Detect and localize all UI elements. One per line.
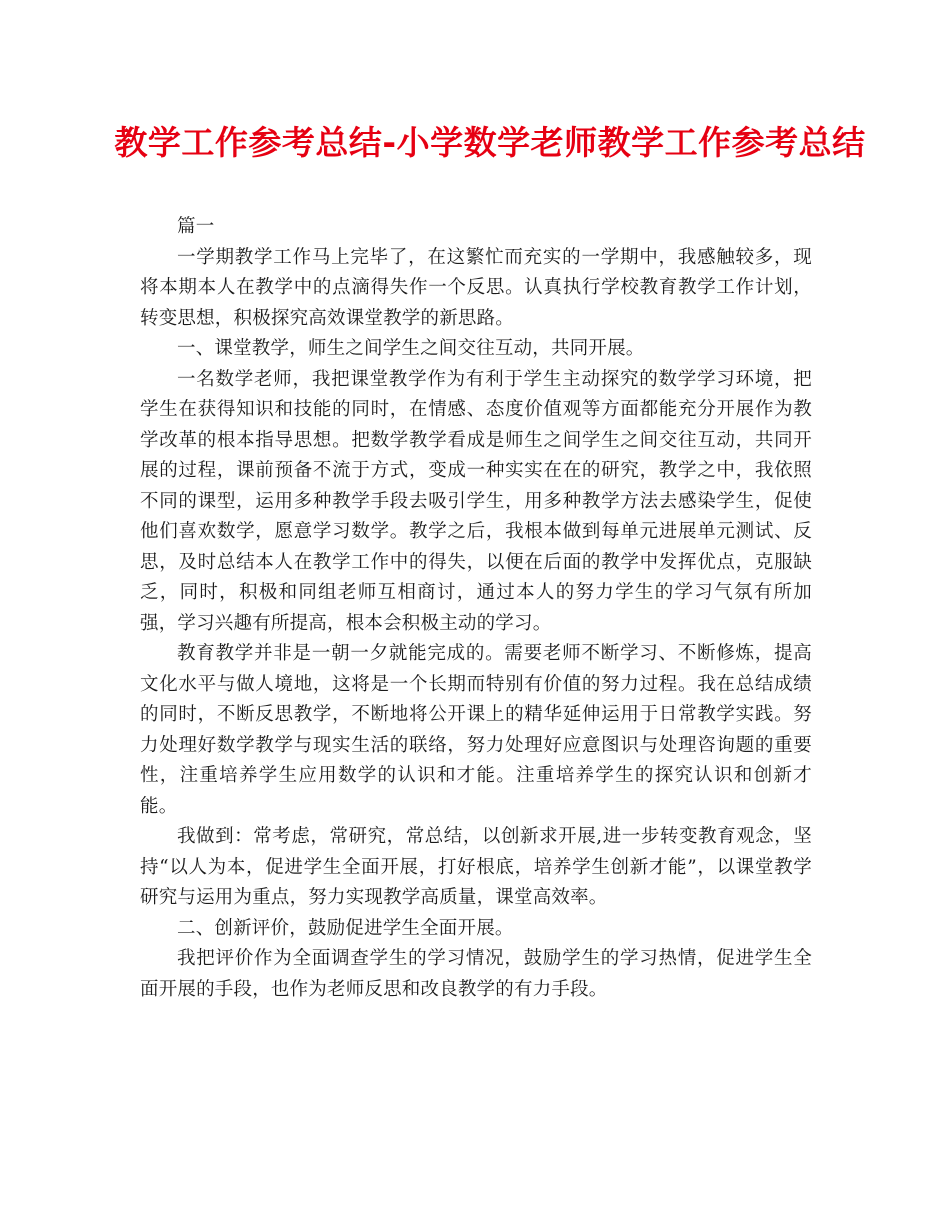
body-paragraph: 我把评价作为全面调查学生的学习情况，鼓励学生的学习热情，促进学生全面开展的手段，也作为老师反思和改良教学的有力手段。 <box>140 948 812 1000</box>
body-paragraph: 一名数学老师，我把课堂教学作为有利于学生主动探究的数学学习环境，把学生在获得知识和技能的同时，在情感、态度价值观等方面都能充分开展作为教学改革的根本指导思想。把数学教学看成是师生之间学生之间交往互动，共同开展的过程，课前预备不流于方式，变成一种实实在在的研究，教学之中，我依照不同的课型，运用多种教学手段去吸引学生，用多种教学方法去感染学生，促使他们喜欢数学，愿意学习数学。教学之后，我根本做到每单元进展单元测试、反思，及时总结本人在教学工作中的得失，以便在后面的教学中发挥优点，克服缺乏，同时，积极和同组老师互相商讨，通过本人的努力学生的学习气氛有所加强，学习兴趣有所提高，根本会积极主动的学习。 <box>140 368 812 634</box>
section-heading-1: 一、课堂教学，师生之间学生之间交往互动，共同开展。 <box>177 338 645 359</box>
body-paragraph: 教育教学并非是一朝一夕就能完成的。需要老师不断学习、不断修炼，提高文化水平与做人境地，这将是一个长期而特别有价值的努力过程。我在总结成绩的同时，不断反思教学，不断地将公开课上的精华延伸运用于日常教学实践。努力处理好数学教学与现实生活的联络，努力处理好应意图识与处理咨询题的重要性，注重培养学生应用数学的认识和才能。注重培养学生的探究认识和创新才能。 <box>140 643 812 817</box>
document-body <box>140 212 812 1005</box>
section-heading-2: 二、创新评价，鼓励促进学生全面开展。 <box>177 917 514 939</box>
intro-paragraph: 一学期教学工作马上完毕了，在这繁忙而充实的一学期中，我感触较多，现将本期本人在教学中的点滴得失作一个反思。认真执行学校教育教学工作计划，转变思想，积极探究高效课堂教学的新思路。 <box>140 246 812 329</box>
body-paragraph: 我做到：常考虑，常研究，常总结，以创新求开展,进一步转变教育观念，坚持“以人为本，促进学生全面开展，打好根底，培养学生创新才能”，以课堂教学研究与运用为重点，努力实现教学高质量，课堂高效率。 <box>140 826 812 908</box>
section-label: 篇一 <box>177 216 215 237</box>
document-title: 教学工作参考总结-小学数学老师教学工作参考总结 <box>114 123 866 162</box>
